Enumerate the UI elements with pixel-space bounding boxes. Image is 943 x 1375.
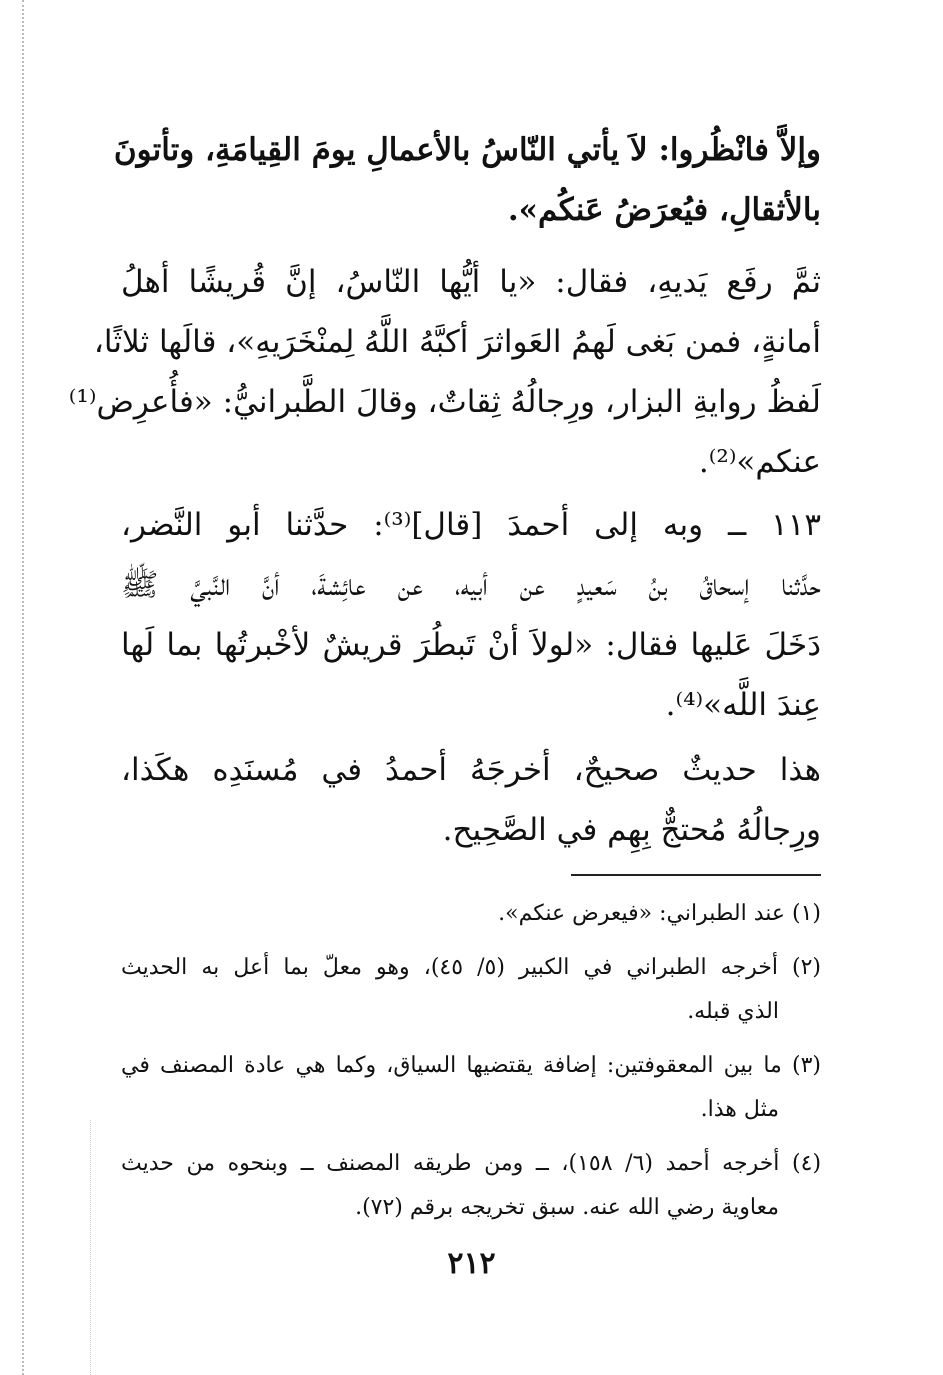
text-line: عنكم»⁽²⁾. — [698, 444, 821, 480]
footnote-line: الذي قبله. — [687, 999, 779, 1024]
paragraph-4-grading — [121, 740, 821, 860]
text-line: حدَّثنا إسحاقُ بنُ سَعيدٍ عن أبيه، عن عائِشةَ، أنَّ النَّبيَّ ﷺ — [121, 567, 821, 603]
page-number: ٢١٢ — [447, 1246, 496, 1281]
text-line: دَخَلَ عَليها فقال: «لولاَ أنْ تَبطُرَ قريشٌ لأخْبرتُها بما لَها — [121, 627, 821, 663]
text-line: أمانةٍ، فمن بَغى لَهمُ العَواثرَ أكبَّهُ اللَّهُ لِمنْخَرَيهِ»، قالَها ثلاثًا، — [93, 324, 821, 360]
footnote-line: (١) عند الطبراني: «فيعرض عنكم». — [498, 901, 821, 926]
text-line: لَفظُ روايةِ البزار، ورِجالُهُ ثِقاتٌ، وقالَ الطَّبرانيُّ: «فأُعرِض⁽¹⁾ — [68, 384, 821, 420]
footnote-line: (٣) ما بين المعقوفتين: إضافة يقتضيها السياق، وكما هي عادة المصنف في — [121, 1053, 821, 1078]
binding-edge-dots — [22, 0, 26, 1375]
footnote-line: معاوية رضي الله عنه. سبق تخريجه برقم (٧٢). — [355, 1195, 779, 1220]
footnote-4 — [121, 1142, 821, 1230]
paragraph-1 — [113, 120, 821, 240]
footnote-line: (٢) أخرجه الطبراني في الكبير (٥/ ٤٥)، وهو معلّ بما أعل به الحديث — [121, 955, 822, 980]
footnote-2 — [121, 946, 821, 1034]
text-line: ١١٣ ــ وبه إلى أحمدَ [قال]⁽³⁾: حدَّثنا أبو النَّضر، — [121, 507, 821, 543]
text-line: ورِجالُهُ مُحتجٌّ بِهِم في الصَّحِيح. — [442, 812, 821, 848]
footnote-line: (٤) أخرجه أحمد (٦/ ١٥٨)، ــ ومن طريقه المصنف ــ وبنحوه من حديث — [121, 1151, 822, 1176]
footnotes — [121, 892, 821, 1240]
paragraph-2 — [68, 252, 821, 492]
footnote-separator — [571, 874, 821, 876]
text-line: عِندَ اللَّه»⁽⁴⁾. — [665, 687, 821, 723]
text-line: ثمَّ رفَع يَديهِ، فقال: «يا أيُّها النّاسُ، إنَّ قُريشًا أهلُ — [121, 264, 821, 300]
footnote-1 — [121, 892, 821, 936]
text-line: بالأثقالِ، فيُعرَضُ عَنكُم». — [507, 192, 821, 228]
text-line: وإلاَّ فانْظُروا: لاَ يأتي النّاسُ بالأعمالِ يومَ القِيامَةِ، وتأتونَ — [113, 132, 821, 168]
paragraph-3-hadith-113 — [121, 495, 821, 735]
footnote-3 — [121, 1044, 821, 1132]
footnote-line: مثل هذا. — [700, 1097, 779, 1122]
text-line: هذا حديثٌ صحيحٌ، أخرجَهُ أحمدُ في مُسنَدِه هكَذا، — [121, 752, 821, 788]
